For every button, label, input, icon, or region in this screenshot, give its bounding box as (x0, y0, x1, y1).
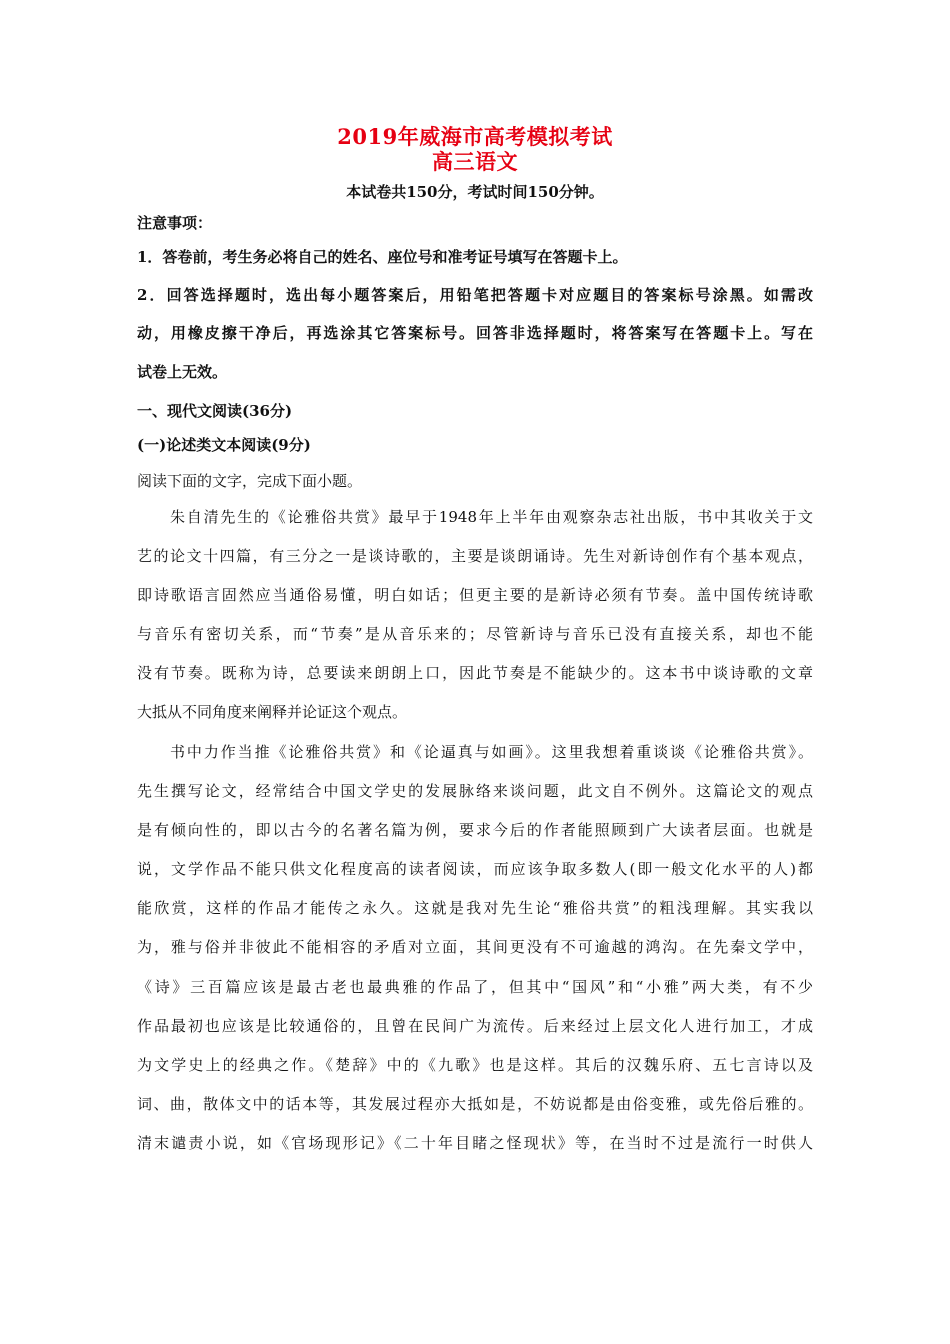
notice-line-3: 动，用橡皮擦干净后，再选涂其它答案标号。回答非选择题时，将答案写在答题卡上。写在 (137, 324, 813, 342)
notice-heading: 注意事项： (137, 214, 213, 232)
passage-para2-line: 是有倾向性的，即以古今的名著名篇为例，要求今后的作者能照顾到广大读者层面。也就是 (137, 821, 813, 839)
passage-para2-line: 先生撰写论文，经常结合中国文学史的发展脉络来谈问题，此文自不例外。这篇论文的观点 (137, 782, 813, 800)
passage-para2-line: 为，雅与俗并非彼此不能相容的矛盾对立面，其间更没有不可逾越的鸿沟。在先秦文学中， (137, 938, 813, 956)
passage-para1-line: 朱自清先生的《论雅俗共赏》最早于1948年上半年由观察杂志社出版，书中其收关于文 (170, 508, 813, 526)
exam-info: 本试卷共150分，考试时间150分钟。 (346, 183, 604, 201)
passage-para2-line: 《诗》三百篇应该是最古老也最典雅的作品了，但其中“国风”和“小雅”两大类，有不少 (137, 978, 813, 996)
notice-line-4: 试卷上无效。 (137, 363, 228, 381)
passage-para2-line: 词、曲，散体文中的话本等，其发展过程亦大抵如是，不妨说都是由俗变雅，或先俗后雅的。 (137, 1095, 813, 1113)
section-subheading: (一)论述类文本阅读(9分) (137, 436, 311, 454)
passage-para1-line: 即诗歌语言固然应当通俗易懂，明白如话；但更主要的是新诗必须有节奏。盖中国传统诗歌 (137, 586, 813, 604)
exam-subject: 高三语文 (432, 149, 518, 174)
section-heading: 一、现代文阅读(36分) (137, 402, 293, 420)
passage-para1-line: 大抵从不同角度来阐释并论证这个观点。 (137, 703, 408, 721)
exam-title: 2019年威海市高考模拟考试 (337, 124, 613, 149)
notice-line-2: 2．回答选择题时，选出每小题答案后，用铅笔把答题卡对应题目的答案标号涂黑。如需改 (137, 286, 813, 304)
passage-para1-line: 没有节奏。既称为诗，总要读来朗朗上口，因此节奏是不能缺少的。这本书中谈诗歌的文章 (137, 664, 813, 682)
passage-para2-line: 为文学史上的经典之作。《楚辞》中的《九歌》也是这样。其后的汉魏乐府、五七言诗以及 (137, 1056, 813, 1074)
passage-para2-line: 能欣赏，这样的作品才能传之永久。这就是我对先生论“雅俗共赏”的粗浅理解。其实我以 (137, 899, 813, 917)
passage-para2-line: 说，文学作品不能只供文化程度高的读者阅读，而应该争取多数人(即一般文化水平的人)都 (137, 860, 813, 878)
passage-para2-line: 书中力作当推《论雅俗共赏》和《论逼真与如画》。这里我想着重谈谈《论雅俗共赏》。 (170, 743, 813, 761)
passage-para2-line: 清末谴责小说，如《官场现形记》《二十年目睹之怪现状》等，在当时不过是流行一时供人 (137, 1134, 813, 1152)
reading-instruction: 阅读下面的文字，完成下面小题。 (137, 472, 363, 490)
passage-para1-line: 艺的论文十四篇，有三分之一是谈诗歌的，主要是谈朗诵诗。先生对新诗创作有个基本观点， (137, 547, 813, 565)
passage-para2-line: 作品最初也应该是比较通俗的，且曾在民间广为流传。后来经过上层文化人进行加工，才成 (137, 1017, 813, 1035)
notice-line-1: 1．答卷前，考生务必将自己的姓名、座位号和准考证号填写在答题卡上。 (137, 248, 628, 266)
passage-para1-line: 与音乐有密切关系，而“节奏”是从音乐来的；尽管新诗与音乐已没有直接关系，却也不能 (137, 625, 813, 643)
